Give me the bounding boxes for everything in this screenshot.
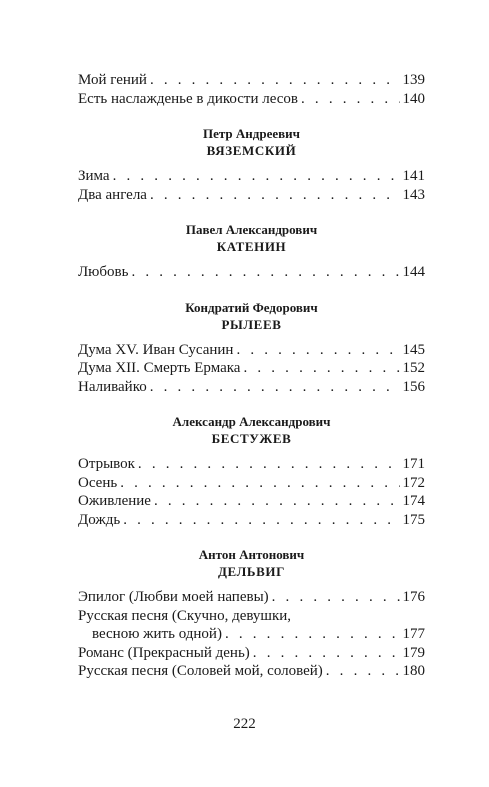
entry-page: 176 — [402, 589, 425, 605]
entry-title: Есть наслажденье в дикости лесов — [78, 90, 299, 107]
entry-page: 144 — [402, 264, 425, 280]
author-heading — [78, 221, 425, 255]
dot-leader — [301, 90, 399, 109]
author-first-name: Павел Александрович — [185, 222, 318, 237]
entry-page: 152 — [402, 360, 425, 376]
entry-title: Мой гений — [78, 72, 147, 88]
toc-entry — [78, 455, 425, 474]
toc-section — [78, 125, 425, 204]
entry-title: Осень — [78, 474, 118, 491]
author-heading — [78, 125, 425, 159]
author-heading — [78, 413, 425, 447]
entry-title: Эпилог (Любви моей напевы) — [78, 589, 269, 605]
dot-leader — [272, 588, 400, 607]
dot-leader — [123, 511, 399, 530]
toc-entry — [78, 588, 425, 607]
entry-page: 140 — [402, 90, 425, 107]
toc-entry — [78, 167, 425, 186]
entry-page: 180 — [402, 663, 425, 679]
toc-entry — [78, 263, 425, 282]
author-heading — [78, 299, 425, 333]
dot-leader — [326, 662, 400, 681]
dot-leader — [120, 474, 399, 493]
dot-leader — [154, 492, 400, 511]
dot-leader — [150, 378, 400, 397]
toc-entry — [78, 607, 425, 644]
entry-title: Дождь — [78, 511, 121, 528]
author-last-name: БЕСТУЖЕВ — [211, 431, 292, 446]
entry-continuation-row — [78, 625, 425, 644]
entry-title: Любовь — [78, 264, 129, 280]
entry-title-continuation: весною жить одной) — [92, 626, 222, 642]
toc-entry — [78, 492, 425, 511]
entry-page: 172 — [402, 474, 425, 491]
entry-page: 175 — [402, 511, 425, 528]
author-first-name: Александр Александрович — [172, 414, 331, 429]
entry-title: Романс (Прекрасный день) — [78, 644, 250, 661]
dot-leader — [138, 455, 400, 474]
dot-leader — [253, 644, 400, 663]
toc-entry — [78, 662, 425, 681]
dot-leader — [243, 359, 399, 378]
dot-leader — [150, 71, 400, 90]
toc-entry — [78, 359, 425, 378]
page-number: 222 — [233, 716, 256, 732]
toc-section — [78, 71, 425, 108]
entry-page: 171 — [402, 456, 425, 472]
entry-page: 143 — [402, 186, 425, 203]
dot-leader — [131, 263, 399, 282]
author-first-name: Антон Антонович — [198, 547, 305, 562]
entry-title: Русская песня (Соловей мой, соловей) — [78, 663, 323, 679]
entry-page: 174 — [402, 493, 425, 509]
dot-leader — [236, 341, 399, 360]
entry-title: Русская песня (Скучно, девушки, — [78, 607, 292, 624]
entry-page: 145 — [402, 341, 425, 358]
entry-page: 179 — [402, 644, 425, 661]
toc-entry — [78, 644, 425, 663]
author-last-name: КАТЕНИН — [216, 239, 287, 254]
toc-section — [78, 413, 425, 529]
table-of-contents — [78, 71, 425, 681]
entry-page: 177 — [402, 626, 425, 642]
author-heading — [78, 546, 425, 580]
entry-title: Зима — [78, 168, 110, 184]
entry-title: Отрывок — [78, 456, 135, 472]
dot-leader — [113, 167, 400, 186]
entry-title: Наливайко — [78, 378, 147, 395]
toc-entry — [78, 511, 425, 530]
toc-entry — [78, 90, 425, 109]
author-last-name: РЫЛЕЕВ — [221, 316, 282, 332]
entry-page: 141 — [402, 168, 425, 184]
toc-entry — [78, 186, 425, 205]
toc-section — [78, 221, 425, 282]
author-last-name: ВЯЗЕМСКИЙ — [206, 143, 297, 158]
toc-entry — [78, 341, 425, 360]
author-first-name: Кондратий Федорович — [185, 299, 318, 315]
toc-section — [78, 546, 425, 681]
dot-leader — [150, 186, 400, 205]
toc-entry — [78, 71, 425, 90]
dot-leader — [225, 625, 400, 644]
author-last-name: ДЕЛЬВИГ — [218, 564, 285, 579]
entry-page: 156 — [402, 378, 425, 395]
toc-entry — [78, 378, 425, 397]
toc-section — [78, 299, 425, 397]
toc-entry — [78, 474, 425, 493]
entry-title: Два ангела — [78, 186, 147, 203]
entry-title: Дума XV. Иван Сусанин — [78, 341, 234, 358]
author-first-name: Петр Андреевич — [203, 126, 300, 141]
entry-title: Дума XII. Смерть Ермака — [78, 360, 241, 376]
entry-title: Оживление — [78, 493, 151, 509]
entry-page: 139 — [402, 72, 425, 88]
